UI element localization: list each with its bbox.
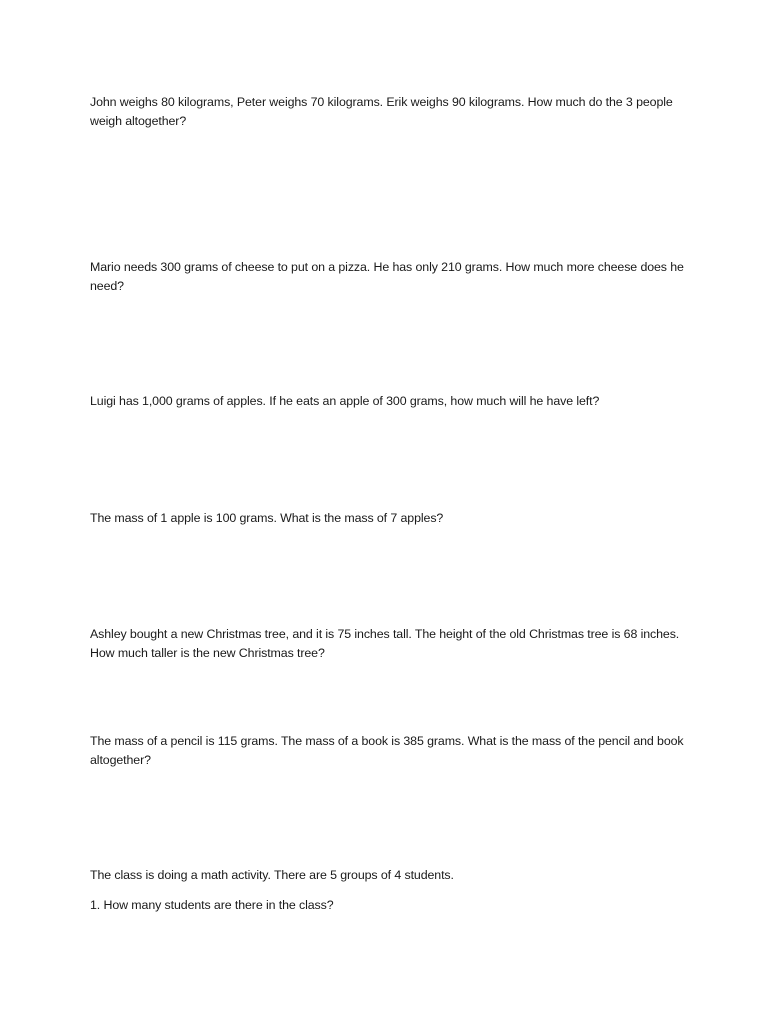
sub-question-students-count: 1. How many students are there in the class? [90, 898, 334, 912]
word-problem-christmas-tree: Ashley bought a new Christmas tree, and it is 75 inches tall. The height of the old Christmas tree is 68 inches. How much taller is the new Christmas tree? [90, 627, 680, 660]
word-problem-pencil-book: The mass of a pencil is 115 grams. The mass of a book is 385 grams. What is the mass of the pencil and book altogether? [90, 734, 684, 767]
word-problem-class-activity: The class is doing a math activity. There are 5 groups of 4 students. [90, 868, 454, 882]
word-problem-apples-left: Luigi has 1,000 grams of apples. If he eats an apple of 300 grams, how much will he have left? [90, 394, 600, 408]
word-problem-cheese: Mario needs 300 grams of cheese to put on a pizza. He has only 210 grams. How much more cheese does he need? [90, 260, 684, 293]
word-problem-apple-mass: The mass of 1 apple is 100 grams. What is the mass of 7 apples? [90, 511, 444, 525]
word-problem-weights: John weighs 80 kilograms, Peter weighs 70 kilograms. Erik weighs 90 kilograms. How much do the 3 people weigh altogether? [90, 95, 673, 128]
